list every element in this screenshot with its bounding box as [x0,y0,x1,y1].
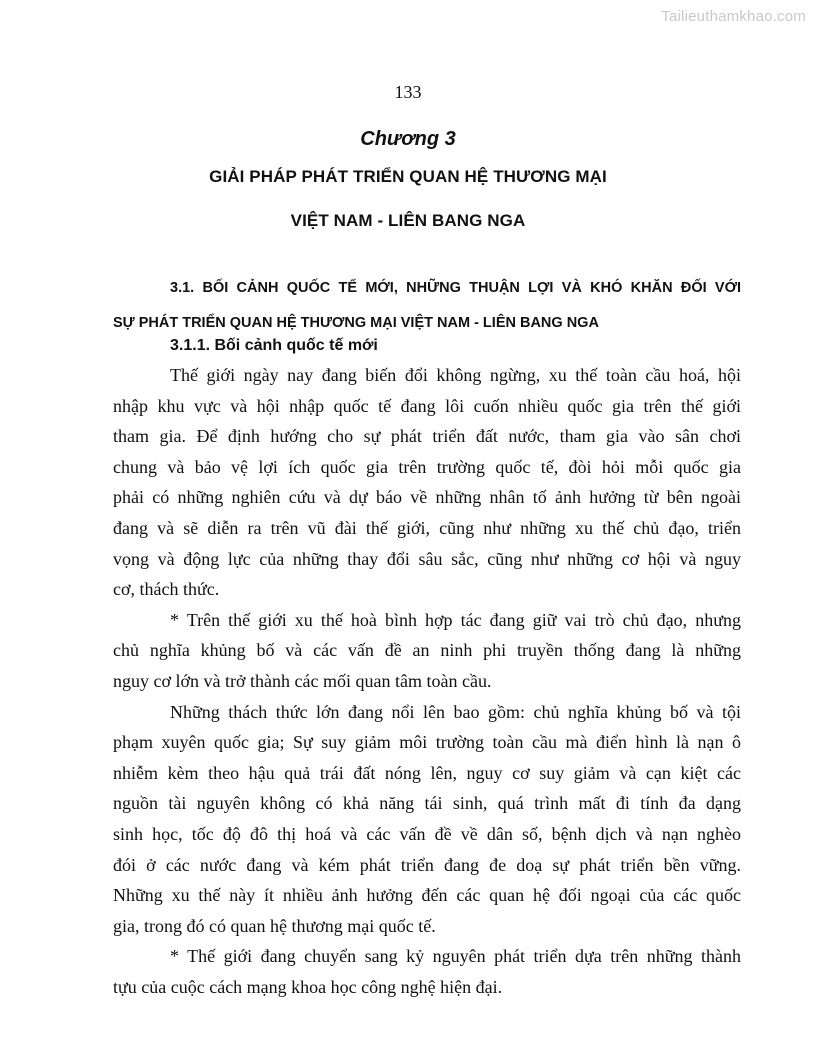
page-number: 133 [394,82,422,102]
body-line: chủ nghĩa khủng bố và các vấn đề an ninh phi truyền thống đang là những [113,640,741,661]
body-line: Thế giới ngày nay đang biến đổi không ngừng, xu thế toàn cầu hoá, hội [170,365,741,385]
body-line: Những xu thế này ít nhiều ảnh hưởng đến các quan hệ đối ngoại của các quốc [113,885,741,906]
body-line: nhiễm kèm theo hậu quả trái đất nóng lên, nguy cơ suy giảm và cạn kiệt các [113,762,741,783]
body-line: phạm xuyên quốc gia; Sự suy giảm môi trường toàn cầu mà điển hình là nạn ô [113,732,741,753]
body-line: cơ, thách thức. [113,579,220,600]
body-line: nhập khu vực và hội nhập quốc tế đang lôi cuốn nhiều quốc gia trên thế giới [113,395,741,416]
body-line: đang và sẽ diễn ra trên vũ đài thế giới, cũng như những xu thế chủ đạo, triển [113,517,741,538]
chapter-title-line-1: GIẢI PHÁP PHÁT TRIỂN QUAN HỆ THƯƠNG MẠI [209,167,607,186]
section-heading-line-1: 3.1. BỐI CẢNH QUỐC TẾ MỚI, NHỮNG THUẬN LỢI VÀ KHÓ KHĂN ĐỐI VỚI [170,280,741,296]
watermark: Tailieuthamkhao.com [661,8,806,25]
paragraph [113,697,741,942]
body-line: * Trên thế giới xu thế hoà bình hợp tác đang giữ vai trò chủ đạo, nhưng [170,609,741,630]
body-line: * Thế giới đang chuyển sang kỷ nguyên phát triển dựa trên những thành [170,946,741,967]
body-line: sinh học, tốc độ đô thị hoá và các vấn đề về dân số, bệnh dịch và nạn nghèo [113,823,741,844]
section-heading-line-2: SỰ PHÁT TRIỂN QUAN HỆ THƯƠNG MẠI VIỆT NAM - LIÊN BANG NGA [113,315,599,331]
body-line: chung và bảo vệ lợi ích quốc gia trên trường quốc tế, đòi hỏi mỗi quốc gia [113,456,741,477]
body-text [113,360,741,1002]
paragraph [113,941,741,1002]
paragraph [113,360,741,605]
body-line: phải có những nghiên cứu và dự báo về những nhân tố ảnh hưởng từ bên ngoài [113,487,741,508]
paragraph [113,605,741,697]
body-line: vọng và động lực của những thay đổi sâu sắc, cũng như những cơ hội và nguy [113,548,741,569]
body-line: Những thách thức lớn đang nổi lên bao gồm: chủ nghĩa khủng bố và tội [170,701,741,722]
chapter-title-line-2: VIỆT NAM - LIÊN BANG NGA [290,211,526,230]
body-line: gia, trong đó có quan hệ thương mại quốc tế. [113,915,436,936]
body-line: nguy cơ lớn và trở thành các mối quan tâm toàn cầu. [113,670,492,691]
body-line: tựu của cuộc cách mạng khoa học công nghệ hiện đại. [113,976,503,997]
chapter-label: Chương 3 [360,128,456,150]
body-line: tham gia. Để định hướng cho sự phát triển đất nước, tham gia vào sân chơi [113,426,741,447]
body-line: đói ở các nước đang và kém phát triển đang đe doạ sự phát triển bền vững. [113,854,741,875]
body-line: nguồn tài nguyên không có khả năng tái sinh, quá trình mất đi tính đa dạng [113,793,741,814]
subsection-heading: 3.1.1. Bối cảnh quốc tế mới [170,337,378,354]
